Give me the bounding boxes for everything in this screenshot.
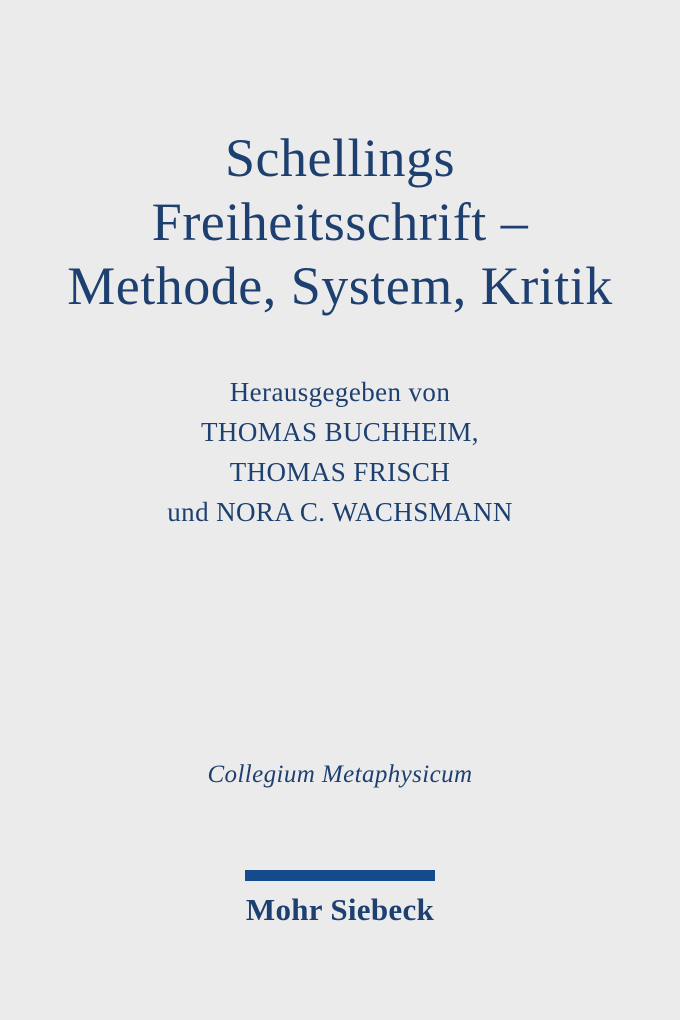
editors-intro: Herausgegeben von	[229, 377, 451, 407]
series-title: Collegium Metaphysicum	[207, 761, 473, 788]
title-line-2: Freiheitsschrift –	[151, 192, 529, 252]
editor-name-3: und NORA C. WACHSMANN	[167, 497, 513, 527]
editors-block	[0, 372, 680, 532]
publisher-name: Mohr Siebeck	[245, 892, 435, 927]
book-title	[0, 126, 680, 318]
title-line-1: Schellings	[225, 128, 455, 188]
title-line-3: Methode, System, Kritik	[67, 256, 613, 316]
editor-name-2: THOMAS FRISCH	[229, 457, 451, 487]
editor-name-1: THOMAS BUCHHEIM,	[201, 417, 479, 447]
publisher-rule	[245, 870, 435, 881]
